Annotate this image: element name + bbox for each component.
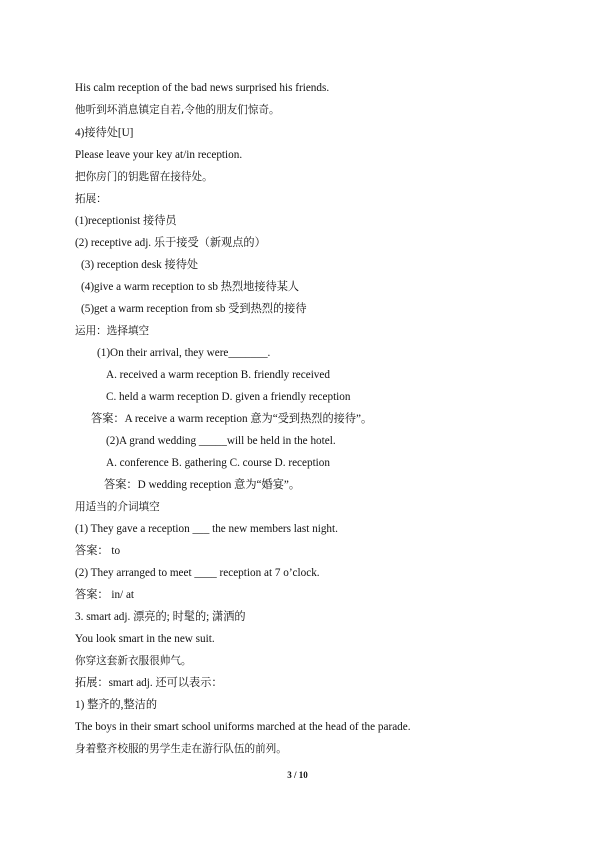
text-line: (2)A grand wedding _____will be held in the hotel.	[106, 435, 336, 447]
text-line: (4)give a warm reception to sb 热烈地接待某人	[81, 281, 300, 293]
text-line: (2) receptive adj. 乐于接受（新观点的）	[75, 237, 266, 249]
text-line: (5)get a warm reception from sb 受到热烈的接待	[81, 303, 307, 315]
text-line: 你穿这套新衣服很帅气。	[75, 655, 192, 667]
text-line: (1)On their arrival, they were_______.	[97, 347, 271, 359]
text-line: 1) 整齐的,整洁的	[75, 699, 158, 711]
text-line: His calm reception of the bad news surprised his friends.	[75, 82, 330, 94]
text-line: C. held a warm reception D. given a friendly reception	[106, 391, 351, 403]
text-line: 4)接待处[U]	[75, 127, 134, 139]
text-line: 答案： in/ at	[75, 589, 135, 601]
text-line: A. conference B. gathering C. course D. reception	[106, 457, 330, 469]
text-line: (2) They arranged to meet ____ reception at 7 o’clock.	[75, 567, 320, 579]
text-line: 他听到坏消息镇定自若,令他的朋友们惊奇。	[75, 104, 280, 116]
text-line: A. received a warm reception B. friendly received	[106, 369, 330, 381]
text-line: 3. smart adj. 漂亮的; 时髦的; 潇洒的	[75, 611, 246, 623]
text-line: You look smart in the new suit.	[75, 633, 215, 645]
text-line: 答案：D wedding reception 意为“婚宴”。	[104, 479, 301, 491]
text-line: The boys in their smart school uniforms marched at the head of the parade.	[75, 721, 411, 733]
text-line: 拓展：smart adj. 还可以表示：	[75, 677, 223, 689]
text-line: (1)receptionist 接待员	[75, 215, 177, 227]
text-line: 拓展：	[75, 193, 107, 205]
text-line: 答案：A receive a warm reception 意为“受到热烈的接待”。	[91, 413, 373, 425]
text-line: (3) reception desk 接待处	[81, 259, 199, 271]
text-line: 用适当的介词填空	[75, 501, 160, 513]
text-line: 把你房门的钥匙留在接待处。	[75, 171, 213, 183]
text-line: 身着整齐校服的男学生走在游行队伍的前列。	[75, 743, 287, 755]
text-line: (1) They gave a reception ___ the new members last night.	[75, 523, 338, 535]
text-line: Please leave your key at/in reception.	[75, 149, 243, 161]
text-line: 运用：选择填空	[75, 325, 150, 337]
page-number: 3 / 10	[287, 770, 308, 780]
text-line: 答案： to	[75, 545, 121, 557]
